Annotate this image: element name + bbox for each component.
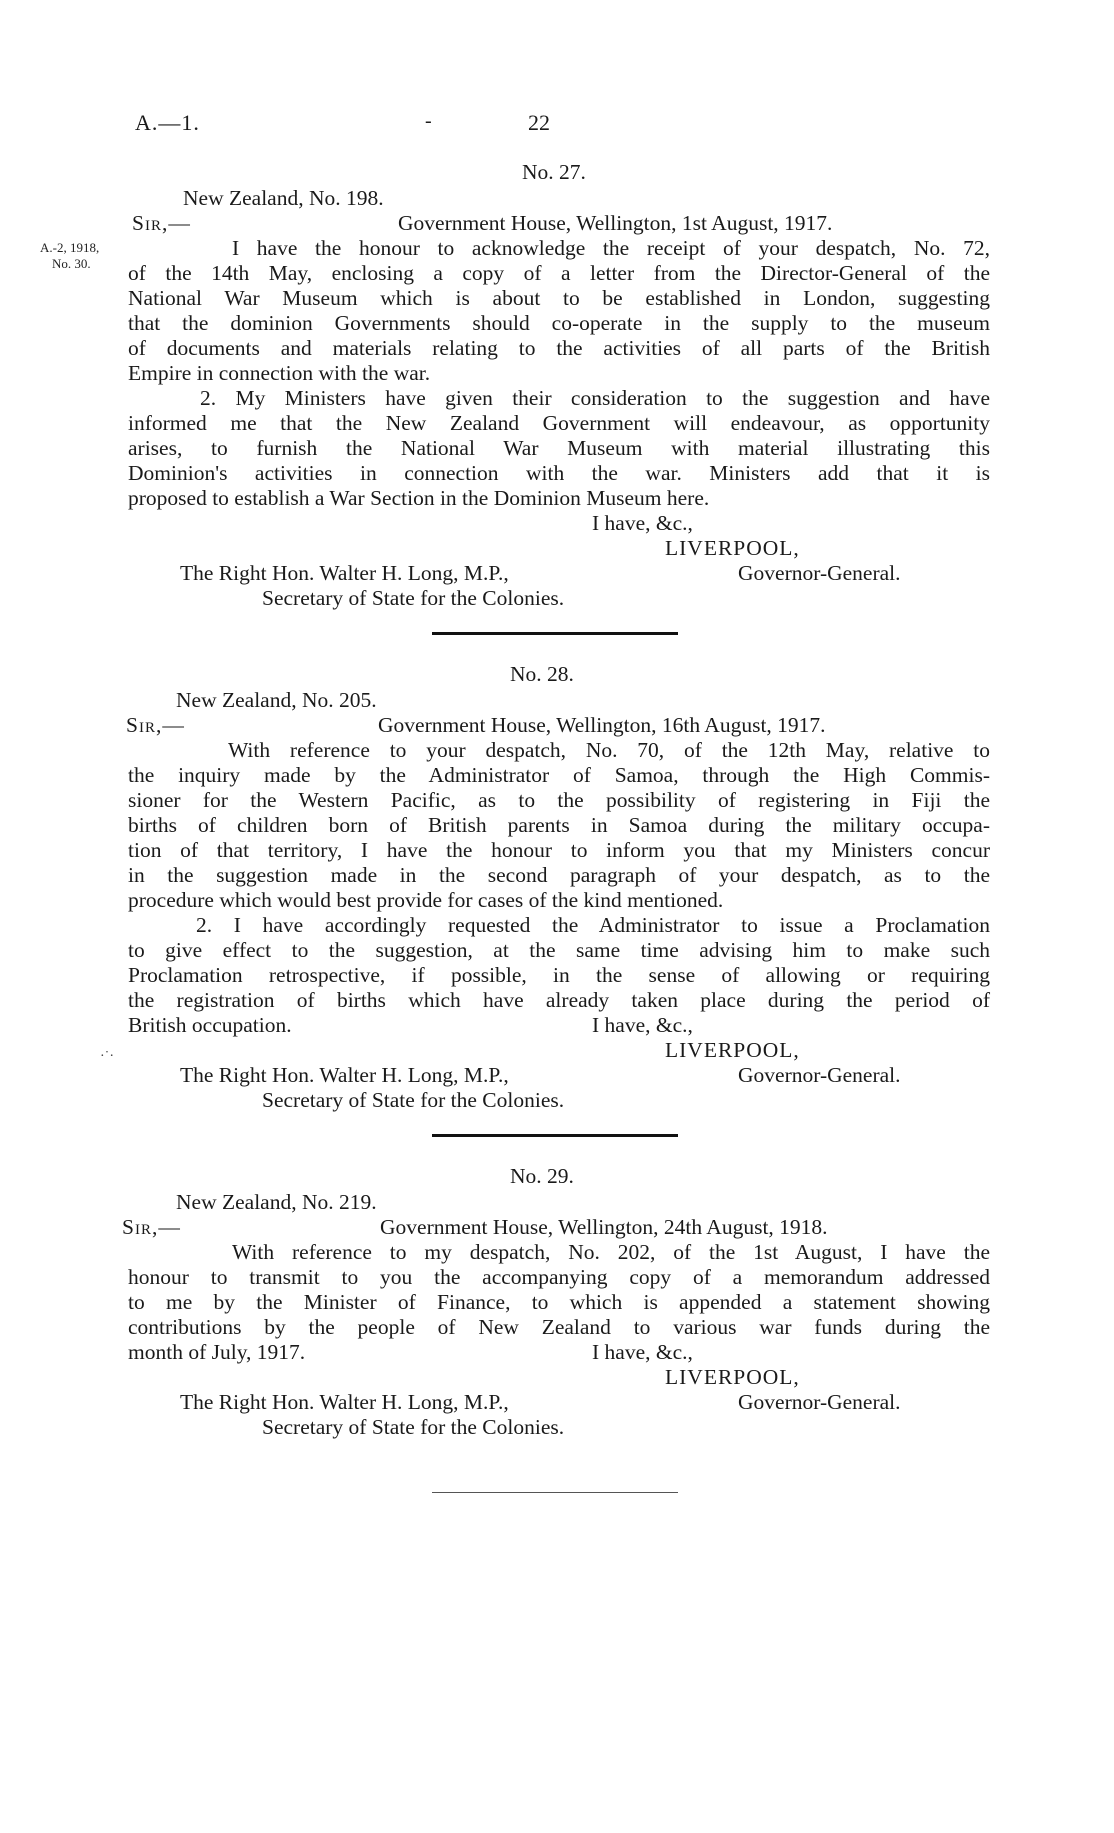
header-dash: - — [425, 110, 432, 132]
signatory-title: Governor-General. — [738, 561, 901, 585]
paragraph-line: procedure which would best provide for cases of the kind mentioned. — [128, 888, 724, 912]
margin-note-line: A.-2, 1918, — [40, 240, 100, 255]
signatory: LIVERPOOL, — [665, 1038, 800, 1062]
addressee-office: Secretary of State for the Colonies. — [262, 1415, 565, 1439]
paragraph-line: births of children born of British parents in Samoa during the military occupa- — [128, 813, 990, 837]
paragraph-line: With reference to your despatch, No. 70, of the 12th May, relative to — [228, 738, 990, 762]
addressee: The Right Hon. Walter H. Long, M.P., — [180, 1063, 509, 1087]
paragraph-line: 2. I have accordingly requested the Administrator to issue a Proclamation — [196, 913, 990, 937]
paragraph-line: of the 14th May, enclosing a copy of a letter from the Director-General of the — [128, 261, 990, 285]
section-divider — [432, 632, 678, 635]
letter-number: No. 28. — [510, 662, 574, 686]
paragraph-line: arises, to furnish the National War Museum with material illustrating this — [128, 436, 990, 460]
signatory-title: Governor-General. — [738, 1390, 901, 1414]
despatch-reference: New Zealand, No. 219. — [176, 1190, 377, 1214]
end-divider — [432, 1492, 678, 1493]
place-date: Government House, Wellington, 1st August, 1917. — [398, 211, 833, 235]
paragraph-line: I have the honour to acknowledge the receipt of your despatch, No. 72, — [232, 236, 990, 260]
paragraph-line: National War Museum which is about to be established in London, suggesting — [128, 286, 990, 310]
paragraph-line: honour to transmit to you the accompanying copy of a memorandum addressed — [128, 1265, 990, 1289]
paragraph-line: that the dominion Governments should co-operate in the supply to the museum — [128, 311, 990, 335]
salutation: Sir,— — [132, 211, 191, 235]
despatch-reference: New Zealand, No. 205. — [176, 688, 377, 712]
closing: I have, &c., — [592, 1340, 693, 1364]
letter-number: No. 27. — [522, 160, 586, 184]
salutation: Sir,— — [126, 713, 185, 737]
ink-speck: ·˙· — [100, 1049, 114, 1064]
paragraph-line: 2. My Ministers have given their consideration to the suggestion and have — [200, 386, 990, 410]
page-number: 22 — [528, 110, 550, 135]
closing: I have, &c., — [592, 1013, 693, 1037]
page-reference: A.—1. — [135, 110, 200, 135]
salutation: Sir,— — [122, 1215, 181, 1239]
paragraph-line: informed me that the New Zealand Government will endeavour, as opportunity — [128, 411, 990, 435]
signatory-title: Governor-General. — [738, 1063, 901, 1087]
paragraph-line: the inquiry made by the Administrator of Samoa, through the High Commis- — [128, 763, 990, 787]
paragraph-line: the registration of births which have already taken place during the period of — [128, 988, 990, 1012]
closing: I have, &c., — [592, 511, 693, 535]
margin-note-line: No. 30. — [52, 256, 91, 271]
paragraph-line: Dominion's activities in connection with the war. Ministers add that it is — [128, 461, 990, 485]
margin-note — [40, 240, 99, 272]
addressee-office: Secretary of State for the Colonies. — [262, 1088, 565, 1112]
place-date: Government House, Wellington, 24th August, 1918. — [380, 1215, 828, 1239]
paragraph-line: contributions by the people of New Zealand to various war funds during the — [128, 1315, 990, 1339]
paragraph-line: British occupation. — [128, 1013, 292, 1037]
paragraph-line: month of July, 1917. — [128, 1340, 306, 1364]
paragraph-line: sioner for the Western Pacific, as to the possibility of registering in Fiji the — [128, 788, 990, 812]
paragraph-line: to give effect to the suggestion, at the same time advising him to make such — [128, 938, 990, 962]
paragraph-line: Proclamation retrospective, if possible, in the sense of allowing or requiring — [128, 963, 990, 987]
place-date: Government House, Wellington, 16th August, 1917. — [378, 713, 826, 737]
paragraph-line: of documents and materials relating to the activities of all parts of the British — [128, 336, 990, 360]
addressee: The Right Hon. Walter H. Long, M.P., — [180, 561, 509, 585]
despatch-reference: New Zealand, No. 198. — [183, 186, 384, 210]
paragraph-line: Empire in connection with the war. — [128, 361, 431, 385]
addressee-office: Secretary of State for the Colonies. — [262, 586, 565, 610]
letter-number: No. 29. — [510, 1164, 574, 1188]
signatory: LIVERPOOL, — [665, 536, 800, 560]
addressee: The Right Hon. Walter H. Long, M.P., — [180, 1390, 509, 1414]
paragraph-line: in the suggestion made in the second paragraph of your despatch, as to the — [128, 863, 990, 887]
section-divider — [432, 1134, 678, 1137]
paragraph-line: to me by the Minister of Finance, to which is appended a statement showing — [128, 1290, 990, 1314]
paragraph-line: tion of that territory, I have the honour to inform you that my Ministers concur — [128, 838, 990, 862]
paragraph-line: proposed to establish a War Section in the Dominion Museum here. — [128, 486, 710, 510]
paragraph-line: With reference to my despatch, No. 202, of the 1st August, I have the — [232, 1240, 990, 1264]
signatory: LIVERPOOL, — [665, 1365, 800, 1389]
